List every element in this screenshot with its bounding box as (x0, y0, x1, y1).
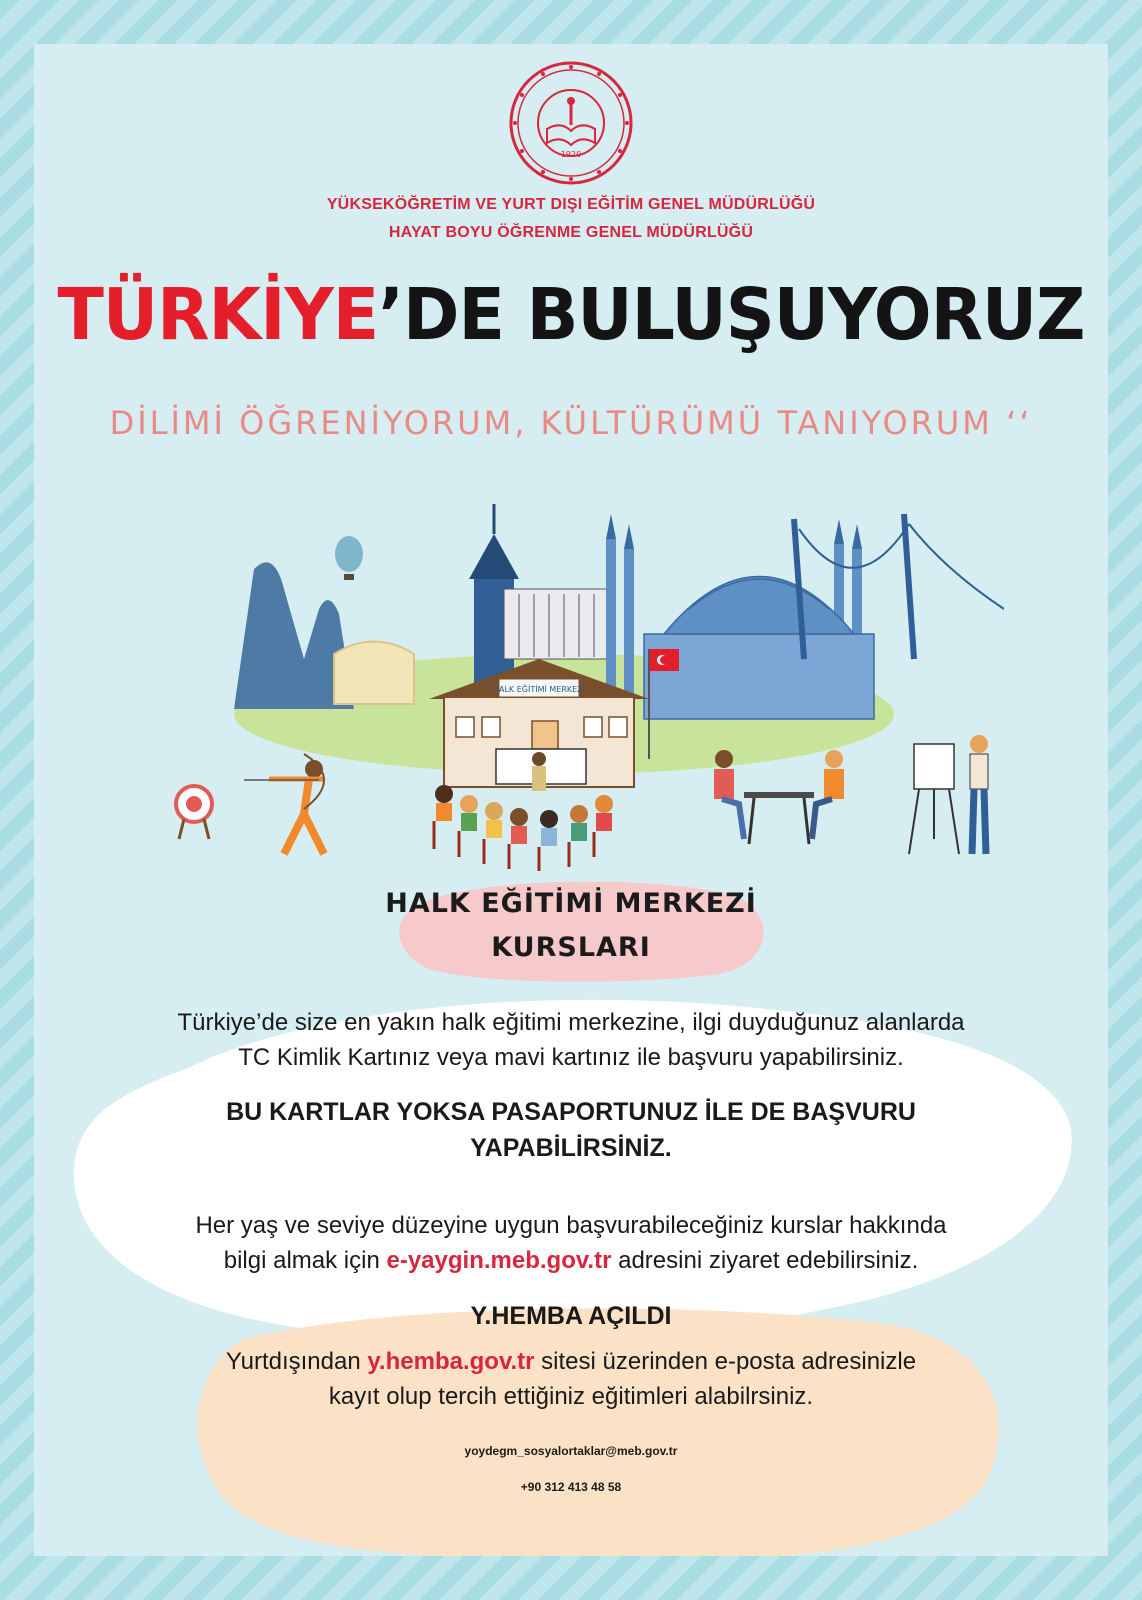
poster (34, 44, 1108, 1556)
title-red-part: TÜRKİYE (57, 274, 379, 357)
title-black-part: ’DE BULUŞUYORUZ (378, 274, 1085, 357)
paragraph-yhemba-line2: kayıt olup tercih ettiğiniz eğitimleri alabilrsiniz. (328, 1383, 814, 1410)
paragraph-passport-line2: YAPABİLİRSİNİZ. (470, 1134, 672, 1162)
peach-blob (184, 1299, 1014, 1556)
meb-seal-logo (507, 59, 635, 187)
p4-suffix: sitesi üzerinden e-posta adresinizle (534, 1348, 917, 1375)
paragraph-courses-info-line2 (34, 1243, 1108, 1278)
landmarks-illustration (144, 459, 1004, 889)
e-yaygin-link[interactable]: e-yaygin.meb.gov.tr (386, 1247, 612, 1274)
yhemba-heading: Y.HEMBA AÇILDI (470, 1302, 672, 1330)
slogan: DİLİMİ ÖĞRENİYORUM, KÜLTÜRÜMÜ TANIYORUM ‘‘ (109, 404, 1033, 442)
org-line-1: YÜKSEKÖĞRETİM VE YURT DIŞI EĞİTİM GENEL MÜDÜRLÜĞÜ (326, 196, 816, 213)
paragraph-application (34, 1005, 1108, 1075)
org-line-2: HAYAT BOYU ÖĞRENME GENEL MÜDÜRLÜĞÜ (388, 224, 754, 241)
seal-year: 1920 (560, 150, 582, 159)
paragraph-yhemba-line1 (34, 1344, 1108, 1379)
school-sign: HALK EĞİTİMİ MERKEZİ (492, 685, 586, 694)
courses-heading (34, 882, 1108, 970)
p3-suffix: adresini ziyaret edebilirsiniz. (611, 1247, 919, 1274)
contact-phone[interactable]: +90 312 413 48 58 (520, 1480, 622, 1494)
yhemba-link[interactable]: y.hemba.gov.tr (367, 1348, 535, 1375)
paragraph-application-line1: Türkiye’de size en yakın halk eğitimi merkezine, ilgi duyduğunuz alanlarda (177, 1009, 965, 1036)
courses-heading-line2: KURSLARI (491, 932, 651, 963)
paragraph-courses-info-line1: Her yaş ve seviye düzeyine uygun başvurabileceğiniz kurslar hakkında (195, 1212, 947, 1239)
contact-email[interactable]: yoydegm_sosyalortaklar@meb.gov.tr (464, 1444, 678, 1458)
paragraph-yhemba (34, 1344, 1108, 1414)
paragraph-application-line2: TC Kimlik Kartınız veya mavi kartınız ile başvuru yapabilirsiniz. (238, 1044, 904, 1071)
p4-prefix: Yurtdışından (225, 1348, 368, 1375)
p3-prefix: bilgi almak için (223, 1247, 387, 1274)
paragraph-passport (34, 1094, 1108, 1166)
main-title (34, 274, 1108, 357)
paragraph-courses-info (34, 1208, 1108, 1278)
courses-heading-line1: HALK EĞİTİMİ MERKEZİ (385, 888, 757, 919)
paragraph-passport-line1: BU KARTLAR YOKSA PASAPORTUNUZ İLE DE BAŞVURU (226, 1098, 916, 1126)
